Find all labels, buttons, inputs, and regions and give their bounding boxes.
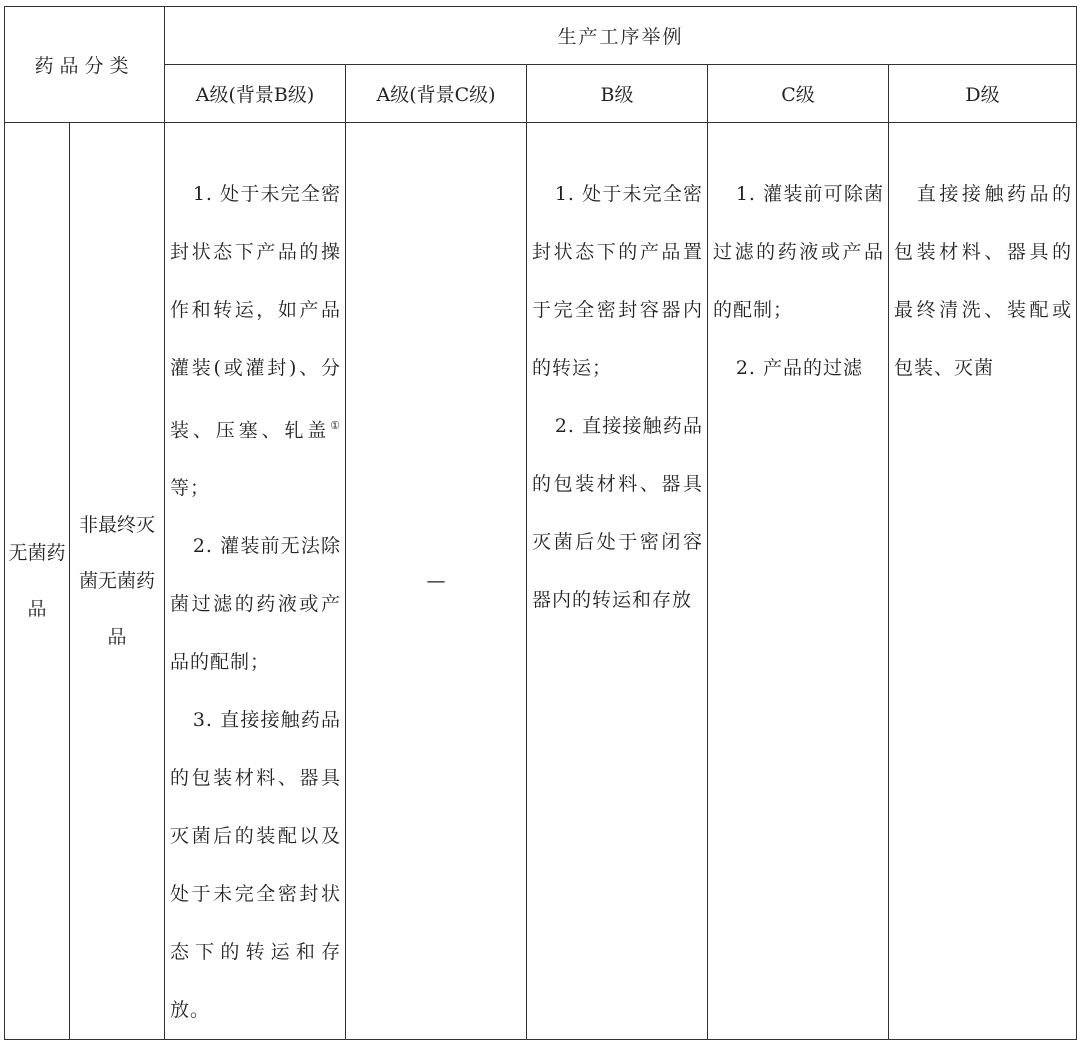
table-row — [5, 123, 1077, 1040]
grade-a-c-cell — [346, 123, 527, 1040]
category-header-cell — [5, 7, 165, 123]
grade-a-c-dash: — — [426, 570, 446, 593]
grade-header-a-b: A级(背景B级) — [195, 84, 315, 106]
subcategory-label: 非最终灭菌无菌药品 — [79, 514, 156, 649]
grade-header-cell — [527, 65, 708, 123]
grade-header-cell — [165, 65, 346, 123]
grade-header-cell — [708, 65, 889, 123]
grade-a-b-text — [165, 123, 345, 1039]
header-row-2 — [5, 65, 1077, 123]
grade-header-cell — [346, 65, 527, 123]
grade-header-b: B级 — [600, 84, 634, 106]
grade-header-cell — [889, 65, 1077, 123]
category-label: 无菌药品 — [8, 542, 66, 621]
grade-header-a-c: A级(背景C级) — [376, 84, 496, 106]
grade-a-b-item-3: 3. 直接接触药品的包装材料、器具灭菌后的装配以及处于未完全密封状态下的转运和存放。 — [170, 709, 342, 1022]
subcategory-cell — [70, 123, 165, 1040]
process-header: 生产工序举例 — [557, 26, 684, 48]
grade-c-cell — [708, 123, 889, 1040]
grade-c-item-1: 1. 灌装前可除菌过滤的药液或产品的配制； — [713, 183, 885, 321]
grade-a-b-cell — [165, 123, 346, 1040]
grade-b-item-2: 2. 直接接触药品的包装材料、器具灭菌后处于密闭容器内的转运和存放 — [532, 415, 704, 611]
grade-a-b-item-2: 2. 灌装前无法除菌过滤的药液或产品的配制； — [170, 535, 342, 674]
grade-header-d: D级 — [965, 84, 1000, 106]
header-row-1 — [5, 7, 1077, 65]
grade-header-c: C级 — [781, 84, 815, 106]
grade-b-cell — [527, 123, 708, 1040]
process-header-cell — [165, 7, 1077, 65]
grade-d-item-1: 直接接触药品的包装材料、器具的最终清洗、装配或包装、灭菌 — [894, 183, 1073, 379]
category-cell — [5, 123, 70, 1040]
category-header: 药品分类 — [34, 55, 135, 77]
grade-c-text — [708, 123, 888, 397]
cleanroom-grade-table — [4, 6, 1077, 1040]
grade-c-item-2: 2. 产品的过滤 — [735, 357, 863, 379]
grade-b-text — [527, 123, 707, 629]
grade-b-item-1: 1. 处于未完全密封状态下的产品置于完全密封容器内的转运； — [532, 183, 704, 379]
grade-d-cell — [889, 123, 1077, 1040]
grade-d-text — [889, 123, 1076, 397]
grade-a-b-item-1: 1. 处于未完全密封状态下产品的操作和转运，如产品灌装(或灌封)、分装、压塞、轧盖①等； — [170, 183, 342, 500]
